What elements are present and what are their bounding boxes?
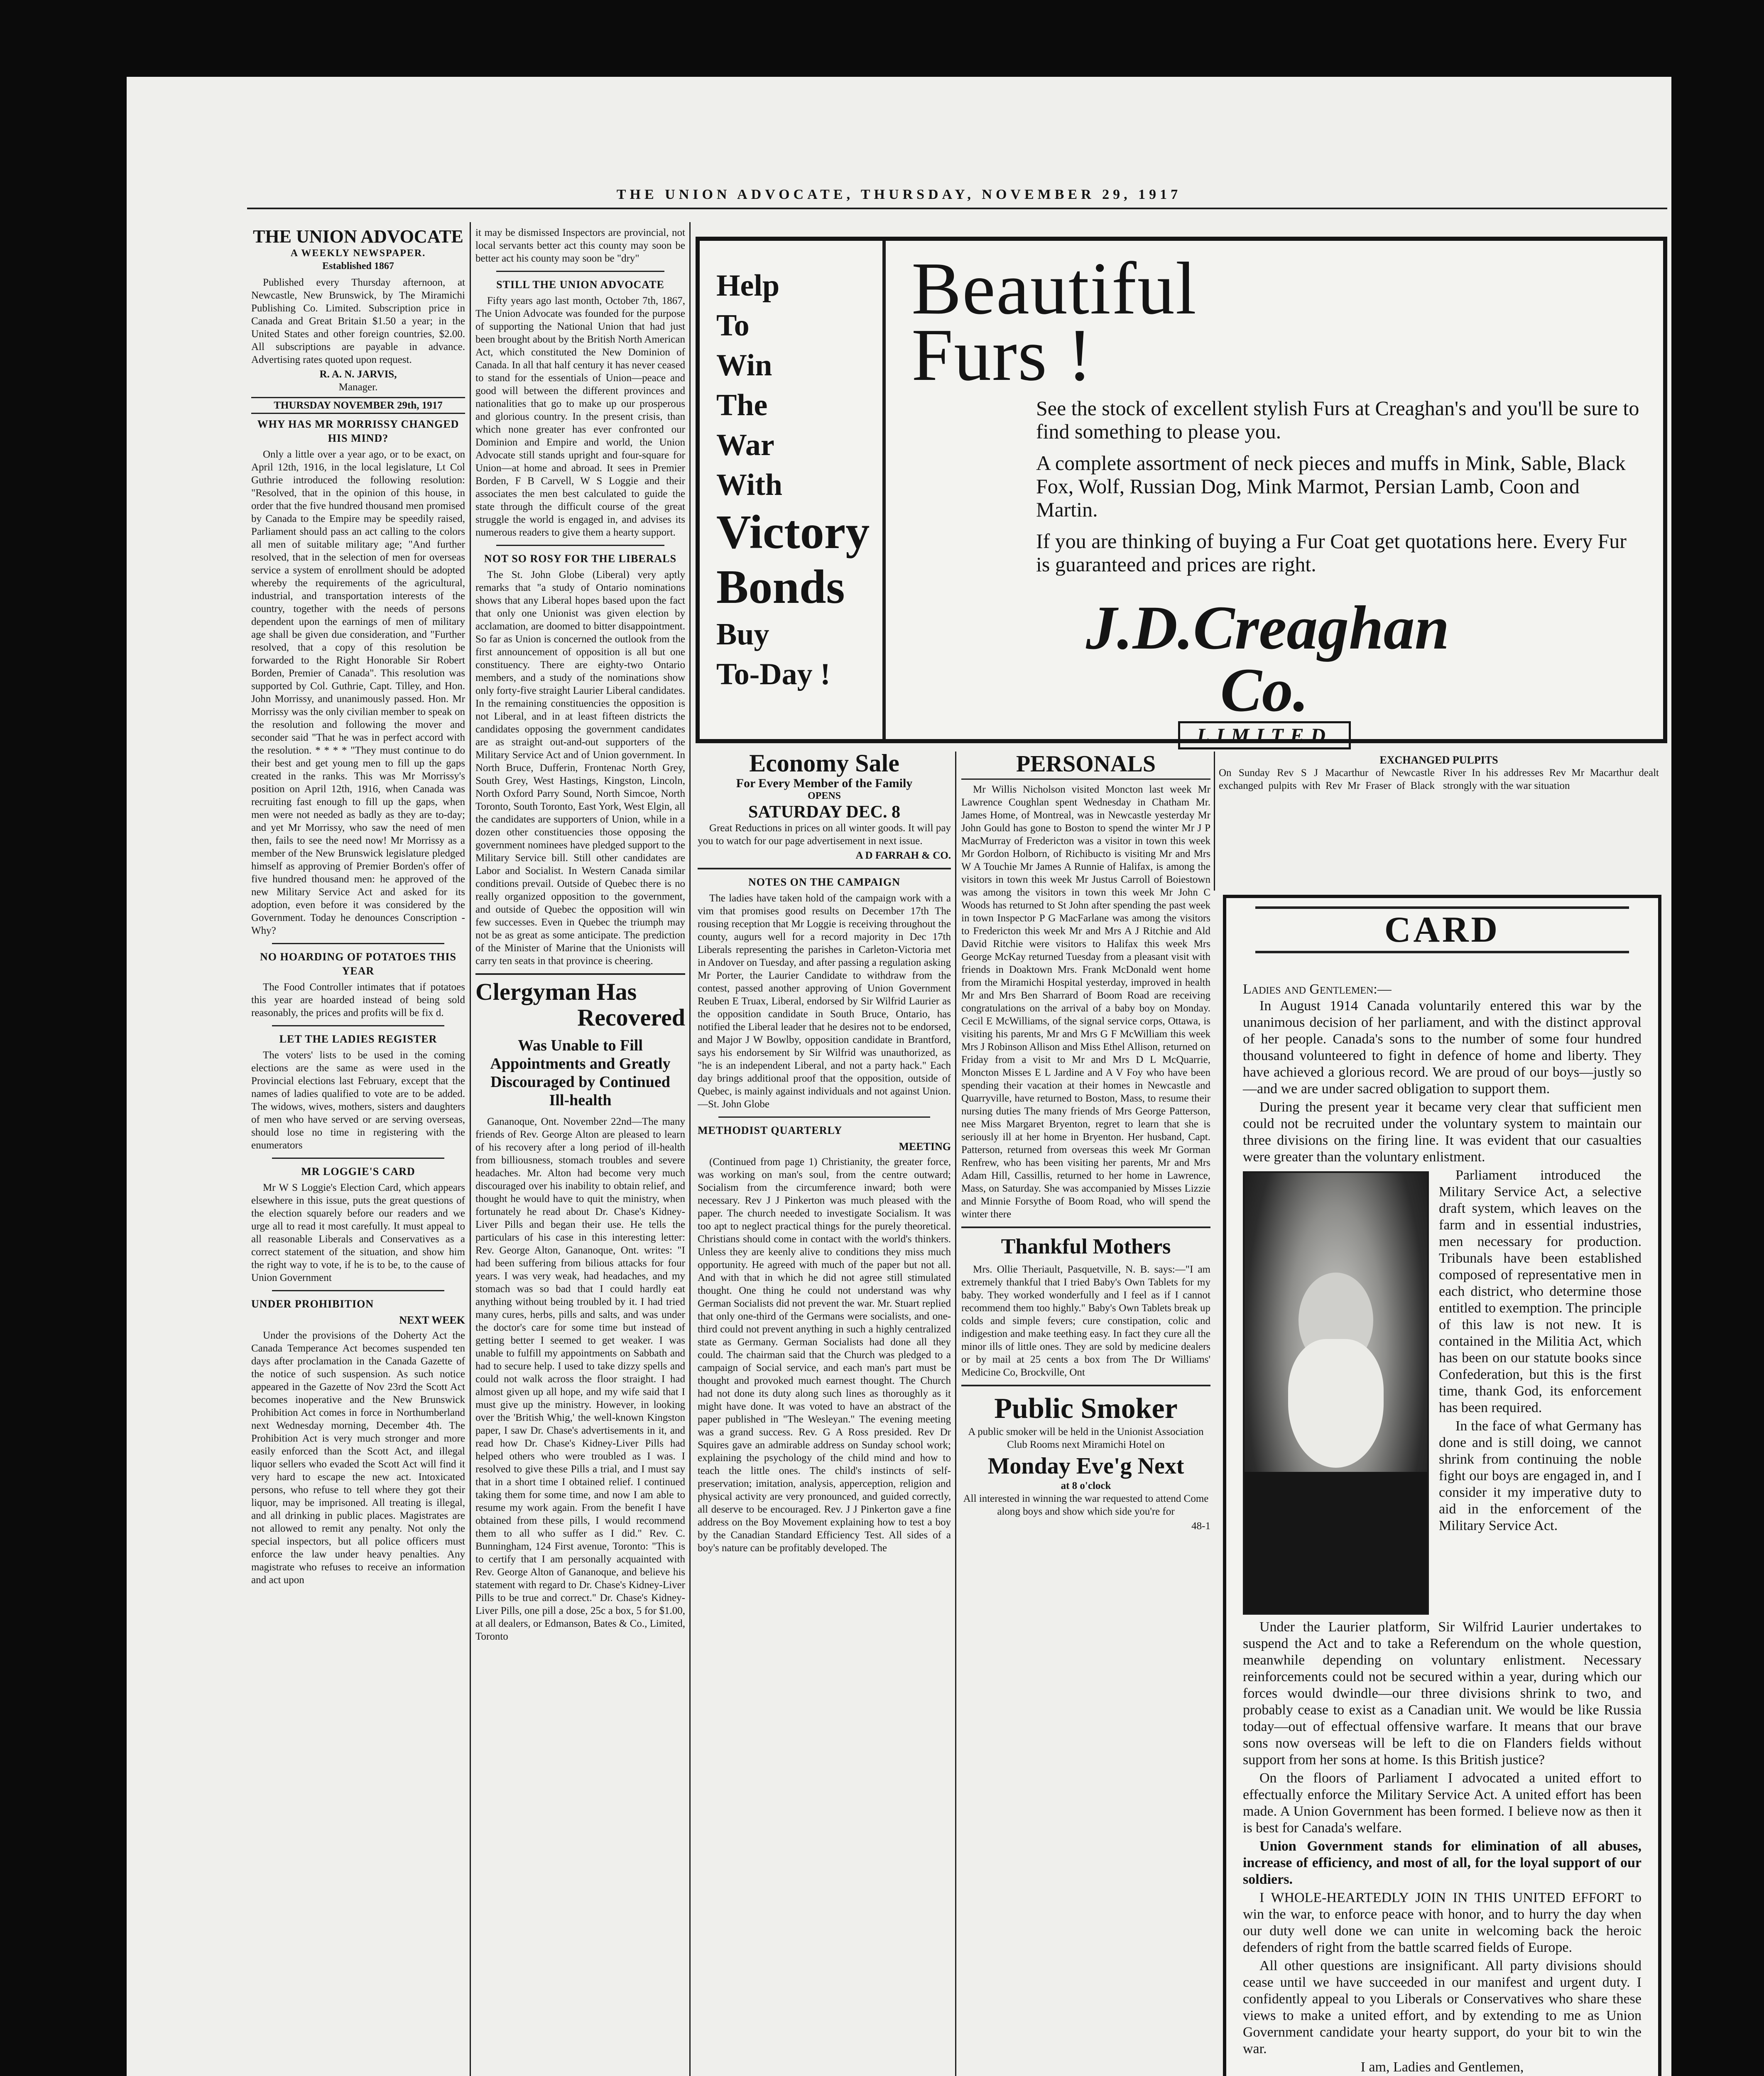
divider <box>272 1025 444 1026</box>
furs-title-2: Furs ! <box>911 313 1093 396</box>
methodist-subheading: MEETING <box>899 1141 951 1153</box>
methodist-article: (Continued from page 1) Christianity, the greater force, was working on man's soul, from the centre outward; Socialism from the circumference inward; both were necessary. Rev J J Pinkerton was much pleased with the paper. The church needed to investigate Socialism. It was too apt to neglect practical things for the purely theoretical. Christians should come in contact with the world's thinkers. Unless they are keenly alive to conditions they miss much opportunity. He agreed with much of the paper but not all. And with that in which he did not agree still stimulated thought. One thing he could not understand was why German Socialists did not prevent the war. Mr. Stuart replied that only one-third of the Germans were socialists, and one-third could not prevent anything in such a highly centralized state as Germany. German Socialists had done all they could. The chairman said that the Church was pledged to a campaign of Social service, and each man's part must be thought and provoked much earnest thought. The Church had not done its duty along such lines as thoroughly as it might have done. It was voted to have an abstract of the paper published in "The Wesleyan." The evening meeting was a grand success. Rev. G A Ross presided. Rev Dr Squires gave an admirable address on Sunday school work; explaining the psychology of the child mind and how to teach the little ones. The child's instincts of self-preservation; imitation, analysis, apperception, religion and physical activity are very pronounced, and guided correctly, all deserve to be encouraged. Rev. J J Pinkerton gave a fine address on the Boy Movement explaining how to test a boy by the Canadian Standard Efficiency Test. All sides of a boy's nature can be profitably developed. The <box>698 1156 951 1554</box>
paper-subtitle: A WEEKLY NEWSPAPER. <box>290 248 426 259</box>
masthead: THE UNION ADVOCATE, THURSDAY, NOVEMBER 29, 1917 <box>616 187 1182 202</box>
public-smoker-code: 48-1 <box>1191 1520 1210 1532</box>
public-smoker-title: Public Smoker <box>994 1393 1178 1425</box>
furs-paragraph-2: A complete assortment of neck pieces and muffs in Mink, Sable, Black Fox, Wolf, Russian Dog, Mink Marmot, Persian Lamb, Coon and Martin. <box>1036 451 1626 521</box>
victory-line: To <box>716 308 750 343</box>
divider <box>718 1116 930 1118</box>
divider <box>496 545 664 546</box>
card-title: CARD <box>1384 910 1500 950</box>
furs-paragraph-3: If you are thinking of buying a Fur Coat get quotations here. Every Fur is guaranteed and prices are right. <box>1036 529 1627 576</box>
ad-divider <box>882 241 886 739</box>
furs-paragraph-1: See the stock of excellent stylish Furs at Creaghan's and you'll be sure to find something to please you. <box>1036 397 1639 443</box>
publisher-info: Published every Thursday afternoon, at Newcastle, New Brunswick, by The Miramichi Publishing Co. Limited. Subscription price in Canada and Great Britain $1.50 a year; in the United States and other foreign countries, $2.00. All subscriptions are payable in advance. Advertising rates quoted upon request. <box>251 277 465 365</box>
established: Established 1867 <box>322 261 394 272</box>
economy-sale-date: SATURDAY DEC. 8 <box>748 803 900 822</box>
column-1 <box>251 226 465 2076</box>
economy-sale-sign: A D FARRAH & CO. <box>855 850 951 861</box>
divider <box>475 973 685 975</box>
divider <box>272 1290 444 1291</box>
public-smoker-body-2: All interested in winning the war requested to attend Come along boys and show which side you're for <box>963 1493 1209 1517</box>
clergyman-subtitle: Was Unable to Fill Appointments and Greatly Discouraged by Continued Ill-health <box>490 1037 671 1109</box>
portrait-coat <box>1245 1472 1427 1613</box>
column-4 <box>961 749 1210 2076</box>
still-advocate-heading: STILL THE UNION ADVOCATE <box>496 279 664 291</box>
morrissy-heading: WHY HAS MR MORRISSY CHANGED HIS MIND? <box>257 418 459 444</box>
ad-frame <box>696 237 1667 747</box>
campaign-heading: NOTES ON THE CAMPAIGN <box>748 876 901 888</box>
loggie-card-heading: MR LOGGIE'S CARD <box>301 1165 415 1178</box>
card-paragraph-1: In August 1914 Canada voluntarily entered this war by the unanimous decision of her parliament, and with the distinct approval of her people. Canada's sons to the number of some four hundred thousand volunteered to fight in defence of home and liberty. They have achieved a glorious record. We are proud of our boys—justly so—and we are under sacred obligation to support them. <box>1243 998 1642 1097</box>
newspaper-page <box>127 77 1671 2076</box>
liberals-article: The St. John Globe (Liberal) very aptly remarks that "a study of Ontario nominations shows that any Liberal hopes based upon the fact that only one Unionist was given election by acclamation, are doomed to bitter disappointment. So far as Union is concerned the outlook from the first announcement of opposition is all but one constituency. There are eighty-two Ontario members, and a study of the nominations show only forty-five straight Laurier Liberal candidates. In the remaining constituencies the opposition is not Liberal, and in at least fifteen districts the candidates opposing the government candidates are as straight out-and-out supporters of the Military Service Act and of Union government. In North Bruce, Dufferin, Frontenac North Grey, South Grey, West Hastings, Kingston, Lincoln, North Oxford Parry Sound, North Simcoe, North Toronto, South Toronto, East York, West Elgin, all the candidates are supporters of Union, while in a dozen other constituencies those opposing the government nominees have pledged support to the Military Service bill. Still other candidates are Labor and Socialist. In Western Canada similar conditions prevail. Outside of Quebec there is no really organized opposition to the government, and outside of Quebec the opposition will win few successes. Even in Quebec the triumph may not be as great as some anticipate. The prediction of the Minister of Marine that the Unionists will carry ten seats in that province is cheering. <box>475 569 685 967</box>
furs-ad <box>911 247 1642 749</box>
card-paragraph-8: I WHOLE-HEARTEDLY JOIN IN THIS UNITED EFFORT to win the war, to enforce peace with honor, and to hurry the day when our duty well done we can unite in welcoming back the heroic defenders of right from the battle scarred fields of Europe. <box>1243 1890 1642 1955</box>
card-paragraph-3: Parliament introduced the Military Service Act, a selective draft system, which leaves on the farm and in essential industries, men necessary for production. Tribunals have been established composed of representative men in each district, who determine those entitled to exemption. The principle of this law is not new. It is contained in the Militia Act, which has been on our statute books since Confederation, but this is the first time, thank God, its enforcement has been required. <box>1439 1168 1642 1415</box>
pulpits-article: On Sunday Rev S J Macarthur of Newcastle exchanged pulpits with Rev Mr Fraser of Black River In his addresses Rev Mr Macarthur dealt strongly with the war situation <box>1219 767 1659 791</box>
card-bottom-rule <box>1255 951 1629 953</box>
card-body <box>1243 981 1642 2076</box>
personals-list: Mr Willis Nicholson visited Moncton last week Mr Lawrence Coughlan spent Wednesday in Chatham Mr. James Home, of Montreal, was in Newcastle yesterday Mr John Gould has gone to Boston to spend the winter Mr J P MacMurray of Fredericton was a visitor in town this week Mr Gordon Holborn, of Richibucto is visiting Mr and Mrs W A Touchie Mr James A Runnie of Halifax, is among the visitors in town this week Mr Justus Carroll of Boiestown was among the visitors in town this week Mr John C Woods has returned to St John after spending the past week in town Inspector P G MacFarlane was among the visitors to Fredericton this week Mr and Mrs A J Ritchie and Ald David Ritchie were visitors to Halifax this week Mrs George McKay returned Tuesday from a pleasant visit with friends in Doaktown Mrs. Frank McDonald went home from the Miramichi Hospital yesterday, improved in health Mr and Mrs Ben Sharrard of Boom Road are receiving congratulations on the arrival of a baby boy on Monday. Cecil E McWilliams, of the signal service corps, Ottawa, is visiting his parents, Mr and Mrs G F McWilliam this week Mrs J Robinson Allison and Miss Ethel Allison, returned on Friday from a visit to Mr and Mrs D L McQuarrie, Moncton Misses E L Jardine and A V Foy who have been spending their vacation at their homes in Newcastle and Quarryville, have returned to Boston, Mass, to resume their nursing duties The many friends of Mrs George Patterson, nee Miss Margaret Bryenton, regret to learn that she is seriously ill at her home in Bryenton. Her husband, Capt. Patterson, returned from overseas this week Mr Gorman Renfrew, who has been visiting her parents, Mr and Mrs Adam Hill, Cassillis, returned to her home in Lawrence, Mass, on Saturday. She was accompanied by Misses Lizzie and Minnie Forsythe of Boom Road, who will spend the winter there <box>961 784 1210 1220</box>
clergyman-title-1: Clergyman Has <box>475 978 637 1005</box>
card-paragraph-9: All other questions are insignificant. All party divisions should cease until we have succeeded in our manifest and urgent duty. I confidently appeal to you Liberals or Conservatives who share these views to make a united effort, and by extending to me as Union Government candidate your hearty support, do your bit to win the war. <box>1243 1958 1642 2056</box>
public-smoker-body: A public smoker will be held in the Unionist Association Club Rooms next Miramichi Hotel on <box>968 1426 1204 1450</box>
public-smoker-time: at 8 o'clock <box>1061 1480 1111 1491</box>
divider <box>496 271 664 272</box>
prohibition-heading: UNDER PROHIBITION <box>251 1298 374 1310</box>
loggie-election-card <box>1223 895 1661 2076</box>
paper-name: THE UNION ADVOCATE <box>253 226 463 247</box>
clergyman-article: Gananoque, Ont. November 22nd—The many friends of Rev. George Alton are pleased to learn of his recovery after a long period of ill-health from billiousness, stomach troubles and severe headaches. Mr. Alton had become very much discouraged over his inability to obtain relief, and thought he would have to quit the ministry, when fortunately he read about Dr. Chase's Kidney-Liver Pills and began their use. He tells the particulars of his case in this interesting letter: Rev. George Alton, Gananoque, Ont. writes: "I had been suffering from bilious attacks for four years. I was very weak, had headaches, and my stomach was so bad that I could hardly eat anything without being troubled by it. I had tried many cures, herbs, pills and salts, and was under the doctor's care for some time but instead of getting better I seemed to get weaker. I was unable to fulfill my appointments on Sabbath and had to secure help. I used to take dizzy spells and could not walk across the floor straight. I had almost given up all hope, and my wife said that I must give up the ministry. However, in looking over the 'British Whig,' the well-known Kingston paper, I saw Dr. Chase's advertisements in it, and read how Dr. Chase's Kidney-Liver Pills had helped others who were troubled as I was. I resolved to give these Pills a trial, and I must say that in a short time I obtained relief. I continued taking them for some time, and now I am able to resume my work again. From the benefit I have obtained from these pills, I would recommend them to all who suffer as I did." Rev. C. Bunningham, 124 First avenue, Toronto: "This is to certify that I am personally acquainted with Rev. George Alton of Gananoque, and believe his statement with regard to Dr. Chase's Kidney-Liver Pills to be true and correct." Dr. Chase's Kidney-Liver Pills, one pill a dose, 25c a box, 5 for $1.00, at all dealers, or Edmanson, Bates & Co., Limited, Toronto <box>475 1116 685 1642</box>
column-divider-3 <box>955 752 956 2076</box>
loggie-portrait <box>1243 1171 1429 1615</box>
potatoes-heading: NO HOARDING OF POTATOES THIS YEAR <box>260 951 456 977</box>
divider <box>698 868 951 869</box>
continued-text: it may be dismissed Inspectors are provincial, not local servants better act this county may soon be better act his county may soon be "dry" <box>475 227 685 264</box>
victory-line: To-Day ! <box>716 657 831 691</box>
morrissy-article: Only a little over a year ago, or to be exact, on April 12th, 1916, in the local legislature, Lt Col Guthrie introduced the following resolution: "Resolved, that in the opinion of this house, in order that the five hundred thousand men promised by Canada to the Empire may be speedily raised, Parliament should pass an act calling to the colors all men of suitable military age; "And further resolved, that in the selection of men for overseas service a system of enrollment should be adopted whereby the requirements of the agricultural, industrial, and transportation interests of the country, together with the needs of persons dependent upon the earnings of men of military age shall be given due consideration, and "Further resolved, that a copy of this resolution be forwarded to the Right Honorable Sir Robert Borden, Premier of Canada". This resolution was supported by Col. Guthrie, Capt. Tilley, and Hon. John Morrissy, and unanimously passed. Hon. Mr Morrissy was the only civilian member to speak on the resolution and following the mover and seconder said "That he was in perfect accord with the resolution. * * * * "They must continue to do their best and get young men to fill up the gaps created in the ranks. This was Mr Morrissy's position on April 12th, 1916, when Canada was recruiting fast enough to fill up the gaps, when men were not needed as badly as they are to-day; and yet Mr Morrissy, who saw the need of men then, fails to see the need now! Mr Morrissy as a member of the New Brunswick legislature pledged himself as approving of Premier Borden's offer of five hundred thousand men: he approved of the new Military Service Act and asked for its adoption, even before it was considered by the Government. Today he denounces Conscription - Why? <box>251 449 465 936</box>
card-paragraph-6: On the floors of Parliament I advocated a united effort to effectually enforce the Military Service Act. A united effort has been made. A Union Government has been formed. I believe now as then it is best for Canada's welfare. <box>1243 1770 1642 1836</box>
divider <box>272 1158 444 1159</box>
victory-line: Buy <box>716 617 769 651</box>
victory-line: The <box>716 388 768 422</box>
liberals-heading: NOT SO ROSY FOR THE LIBERALS <box>484 553 677 565</box>
portrait-beard <box>1288 1339 1384 1468</box>
thankful-mothers-heading: Thankful Mothers <box>1001 1235 1171 1258</box>
divider <box>961 1227 1210 1228</box>
victory-line: Help <box>716 269 780 303</box>
manager-title: Manager. <box>338 382 378 393</box>
victory-line: War <box>716 428 774 462</box>
column-2 <box>475 226 685 2076</box>
column-divider-2 <box>689 222 691 2076</box>
divider <box>272 943 444 944</box>
creaghan-logo-sub: LIMITED <box>1178 721 1351 749</box>
creaghan-logo-text: J.D.Creaghan Co. <box>1086 593 1450 725</box>
divider <box>961 1385 1210 1386</box>
ladies-heading: LET THE LADIES REGISTER <box>279 1033 437 1045</box>
prohibition-article: Under the provisions of the Doherty Act the Canada Temperance Act becomes suspended ten days after proclamation in the Canada Gazette of the notice of such suspension. As such notice appeared in the Gazette of Nov 23rd the Scott Act becomes inoperative and the New Brunswick Prohibition Act comes in force in Northumberland next Wednesday morning, December 4th. The Prohibition Act is very much stronger and more easily enforced than the Scott Act, and illegal liquor sellers who evaded the Scott Act will find it very hard to escape the new act. Intoxicated persons, who refuse to tell where they got their liquor, may be imprisoned. All treating is illegal, and all drinking in public places. Magistrates are not allowed to remit any penalty. Not only the special inspectors, but all police officers must enforce the law under heavy penalties. Any magistrate who refuses to receive an information and act upon <box>251 1330 465 1586</box>
victory-bonds-ad <box>716 266 878 694</box>
card-greeting: Ladies and Gentlemen:— <box>1243 982 1392 997</box>
ladies-article: The voters' lists to be used in the coming elections are the same as were used in the Provincial elections last February, except that the names of ladies qualified to vote are to be added. The widows, wives, mothers, sisters and daughters of men who have served or are serving overseas, should lose no time in registering with the enumerators <box>251 1050 465 1151</box>
issue-date: THURSDAY NOVEMBER 29th, 1917 <box>251 397 465 414</box>
victory-big: Victory <box>716 506 870 559</box>
victory-line: With <box>716 468 783 502</box>
economy-sale-body: Great Reductions in prices on all winter goods. It will pay you to watch for our page advertisement in next issue. <box>698 823 951 847</box>
pulpits-box <box>1219 754 1659 891</box>
thankful-mothers-article: Mrs. Ollie Theriault, Pasquetville, N. B. says:—"I am extremely thankful that I tried Baby's Own Tablets for my baby. They worked wonderfully and I feel as if I cannot recommend them too highly." Baby's Own Tablets break up colds and simple fevers; cure constipation, colic and indigestion and make teething easy. In fact they cure all the minor ills of little ones. They are sold by medicine dealers or by mail at 25 cents a box from The Dr Williams' Medicine Co, Brockville, Ont <box>961 1264 1210 1378</box>
column-divider-4 <box>1214 752 1215 891</box>
card-paragraph-5: Under the Laurier platform, Sir Wilfrid Laurier undertakes to suspend the Act and to take a Referendum on the whole question, meanwhile depending on voluntary enlistment. Necessary reinforcements could not be secured within a year, during which our forces would dwindle—our three divisions shrink to two, and probably cease to exist as a Canadian unit. We would be like Russia today—out of effectual offensive warfare. It means that our brave sons now overseas will be left to die on Flanders fields without support from her sons at home. Is this British justice? <box>1243 1619 1642 1768</box>
column-3 <box>698 749 951 2076</box>
victory-line: Win <box>716 348 772 382</box>
column-divider-1 <box>470 222 471 2076</box>
personals-heading: PERSONALS <box>961 749 1210 780</box>
public-smoker-date: Monday Eve'g Next <box>987 1453 1184 1479</box>
card-paragraph-7: Union Government stands for elimination of all abuses, increase of efficiency, and most of all, for the loyal support of our soldiers. <box>1243 1839 1642 1887</box>
campaign-article: The ladies have taken hold of the campaign work with a vim that promises good results on December 17th The rousing reception that Mr Loggie is receiving throughout the county, augurs well for a record majority in Dec 17th Liberals representing the parishes in Carleton-Victoria met in Andover on Tuesday, and after passing a regulation asking Mr Porter, the Laurier Candidate to withdraw from the contest, passed another approving of Union Government Reuben E Truax, Liberal, endorsed by Sir Wilfrid Laurier as the opposition candidate in South Bruce, Ontario, has notified the Liberal leader that he desires not to be endorsed, and Major J W Bowlby, opposition candidate in Brantford, says his endorsement by Sir Wilfrid was unauthorized, as "he is an independent Liberal, and not a party hack." Each day brings additional proof that the opposition, outside of Quebec, is mainly against individuals and not against Union.—St. John Globe <box>698 893 951 1110</box>
clergyman-title-2: Recovered <box>577 1004 685 1031</box>
card-paragraph-4: In the face of what Germany has done and is still doing, we cannot shrink from continuing the noble fight our boys are engaged in, and I consider it my imperative duty to aid in the enforcement of the Military Service Act. <box>1439 1418 1642 1533</box>
economy-sale-subtitle: For Every Member of the Family <box>736 776 913 790</box>
bonds-big: Bonds <box>716 561 845 614</box>
economy-sale-opens: OPENS <box>807 791 841 801</box>
pulpits-heading: EXCHANGED PULPITS <box>1379 754 1498 766</box>
prohibition-subheading: NEXT WEEK <box>399 1314 465 1326</box>
creaghan-logo <box>1086 593 1450 749</box>
card-paragraph-2: During the present year it became very clear that sufficient men could not be recruited under the voluntary system to maintain our three divisions on the firing line. It was evident that our casualties were greater than the voluntary enlistment. <box>1243 1099 1642 1165</box>
furs-title-1: Beautiful <box>911 247 1197 330</box>
masthead-rule <box>247 208 1667 209</box>
loggie-card-article: Mr W S Loggie's Election Card, which appears elsewhere in this issue, puts the great questions of the election squarely before our readers and we urge all to read it most carefully. It must appeal to all reasonable Liberals and Conservatives as a correct statement of the situation, and show him the right way to vote, if he is to be, to the cause of Union Government <box>251 1182 465 1283</box>
economy-sale-title: Economy Sale <box>749 749 899 777</box>
still-advocate-article: Fifty years ago last month, October 7th, 1867, The Union Advocate was founded for the purpose of supporting the National Union that had just been brought about by the British North American Act, which constituted the New Dominion of Canada. In all that half century it has never ceased to stand for the essentials of Union—peace and good will between the different provinces and nationalities that go to make up our prosperous and glorious country. In the present crisis, than which none greater has ever confronted our Dominion and Empire and world, the Union Advocate still stands upright and four-square for Union—at home and abroad. It sees in Premier Borden, F B Carvell, W S Loggie and their associates the men best calculated to guide the state through the difficult course of the great struggle the world is engaged in, and advises its numerous readers to give them a hearty support. <box>475 295 685 538</box>
methodist-heading: METHODIST QUARTERLY <box>698 1124 843 1136</box>
manager-name: R. A. N. JARVIS, <box>319 369 397 380</box>
potatoes-article: The Food Controller intimates that if potatoes this year are hoarded instead of being sold reasonably, the prices and profits will be fix d. <box>251 982 465 1018</box>
card-closing-1: I am, Ladies and Gentlemen, <box>1360 2059 1524 2075</box>
